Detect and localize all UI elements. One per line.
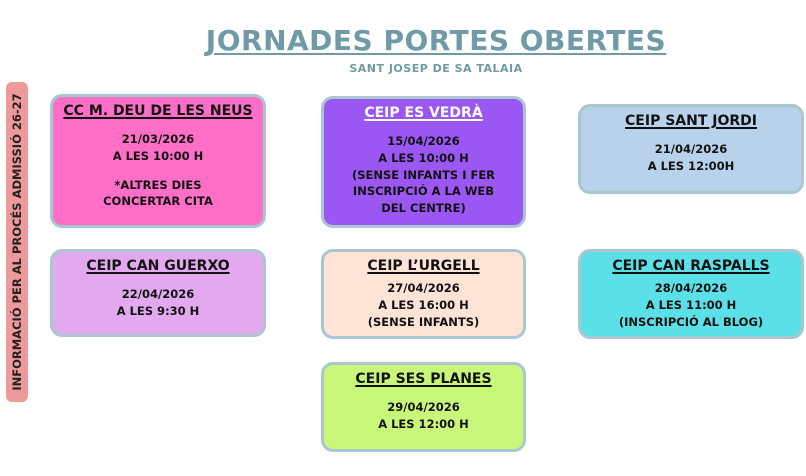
card-ceip-ses-planes	[321, 362, 526, 452]
card-ceip-can-raspalls	[578, 249, 804, 339]
card-title: CEIP SANT JORDI	[625, 113, 757, 129]
card-title: CEIP CAN GUERXO	[86, 258, 230, 274]
card-note: (SENSE INFANTS)	[367, 314, 480, 329]
card-date: 21/03/2026	[121, 132, 195, 147]
card-time: A LES 9:30 H	[116, 303, 200, 318]
card-note: (SENSE INFANTS I FER	[351, 167, 496, 182]
card-date: 29/04/2026	[387, 400, 460, 415]
card-note: CONCERTAR CITA	[103, 194, 213, 209]
card-note: INSCRIPCIÓ A LA WEB	[352, 184, 495, 199]
card-time: A LES 10:00 H	[112, 148, 204, 163]
side-banner	[6, 82, 28, 402]
card-note: *ALTRES DIES	[114, 177, 202, 192]
card-date: 15/04/2026	[387, 134, 460, 149]
card-ceip-lurgell	[321, 249, 526, 339]
page-subtitle: SANT JOSEP DE SA TALAIA	[349, 62, 523, 75]
card-ceip-es-vedra	[321, 96, 526, 228]
card-title: CEIP L’URGELL	[367, 258, 480, 274]
card-ceip-sant-jordi	[578, 104, 804, 194]
card-time: A LES 12:00 H	[378, 416, 469, 431]
card-time: A LES 11:00 H	[645, 297, 737, 312]
card-date: 21/04/2026	[654, 142, 728, 157]
card-date: 27/04/2026	[387, 281, 460, 296]
card-title: CEIP CAN RASPALLS	[612, 258, 770, 274]
card-time: A LES 10:00 H	[378, 150, 469, 165]
card-title: CC M. DEU DE LES NEUS	[63, 103, 253, 119]
card-cc-m-deu-de-les-neus	[50, 94, 266, 228]
card-note: (INSCRIPCIÓ AL BLOG)	[618, 314, 764, 329]
card-title: CEIP ES VEDRÀ	[364, 105, 483, 121]
card-note: DEL CENTRE)	[381, 200, 466, 215]
card-time: A LES 12:00H	[647, 158, 735, 173]
card-date: 22/04/2026	[121, 287, 195, 302]
card-time: A LES 16:00 H	[378, 297, 469, 312]
side-banner-text: INFORMACIÓ PER AL PROCÉS ADMISSIÓ 26-27	[10, 93, 24, 391]
card-date: 28/04/2026	[654, 281, 728, 296]
card-title: CEIP SES PLANES	[355, 371, 492, 387]
card-ceip-can-guerxo	[50, 249, 266, 337]
page-title: JORNADES PORTES OBERTES	[205, 24, 667, 57]
